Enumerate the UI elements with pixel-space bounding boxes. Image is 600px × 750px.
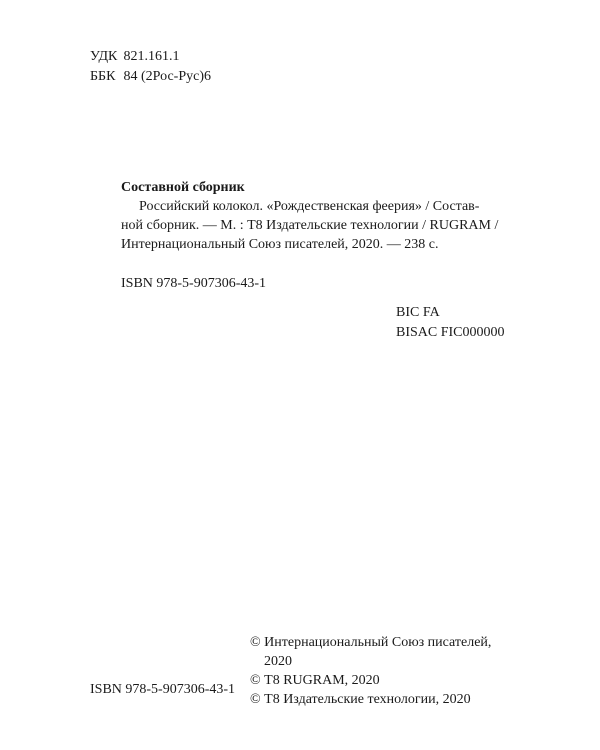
record-heading: Составной сборник <box>121 180 245 195</box>
bisac-code: BISAC FIC000000 <box>396 325 505 340</box>
classification-block <box>90 47 211 87</box>
bbk-row <box>90 67 211 87</box>
bic-code: BIC FA <box>396 305 440 320</box>
record-isbn: ISBN 978-5-907306-43-1 <box>121 276 267 291</box>
udk-value: 821.161.1 <box>123 49 180 64</box>
record-line-3: Интернациональный Союз писателей, 2020. — 238 с. <box>121 237 439 252</box>
copyright-line-1: © Интернациональный Союз писателей, <box>250 635 492 650</box>
subject-codes <box>396 303 505 343</box>
bibliographic-record <box>121 178 499 293</box>
record-line-1: Российский колокол. «Рождественская феерия» / Состав- <box>139 199 480 214</box>
udk-label: УДК <box>90 49 118 64</box>
record-line-2: ной сборник. — М. : Т8 Издательские технологии / RUGRAM / <box>121 218 499 233</box>
copyright-line-2: © Т8 RUGRAM, 2020 <box>250 673 380 688</box>
bottom-isbn: ISBN 978-5-907306-43-1 <box>90 682 236 697</box>
bbk-label: ББК <box>90 69 116 84</box>
udk-row <box>90 47 211 67</box>
copyright-line-1-cont: 2020 <box>264 654 292 669</box>
copyright-line-3: © Т8 Издательские технологии, 2020 <box>250 692 471 707</box>
copyright-notices <box>250 633 540 709</box>
bbk-value: 84 (2Рос-Рус)6 <box>123 69 211 84</box>
